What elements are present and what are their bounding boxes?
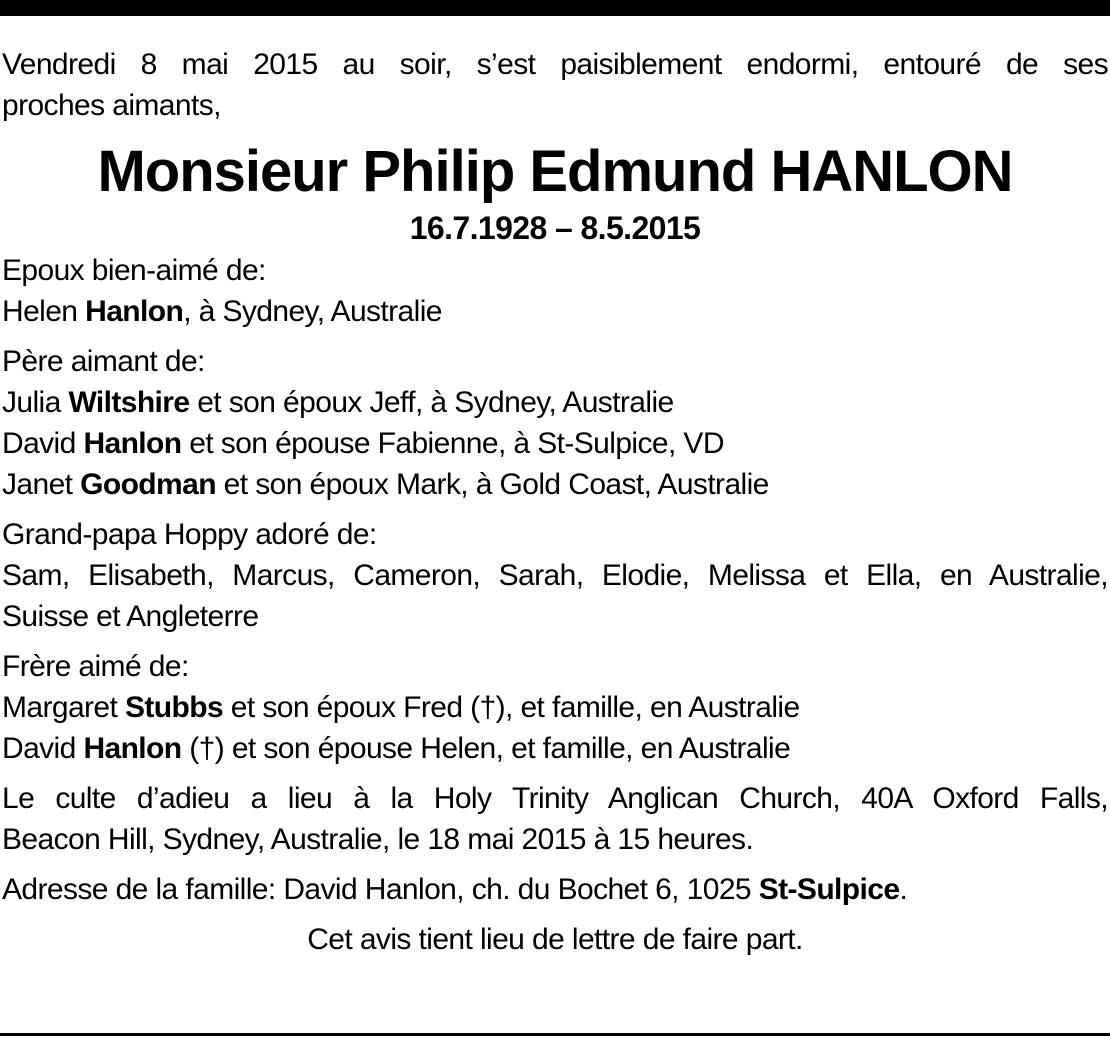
child-rest: et son épouse Fabienne, à St-Sulpice, VD [181,427,724,460]
child-last-name: Hanlon [83,427,182,460]
service-line-2: Beacon Hill, Sydney, Australie, le 18 mai 2015 à 15 heures. [2,823,754,856]
father-heading: Père aimant de: [2,345,205,378]
deceased-name: Monsieur Philip Edmund HANLON [97,139,1013,204]
address-prefix: Adresse de la famille: David Hanlon, ch. du Bochet 6, 1025 [2,873,759,906]
child-rest: et son époux Jeff, à Sydney, Australie [189,386,674,419]
sibling-last-name: Stubbs [124,691,224,724]
child-first-name: Julia [2,386,69,419]
grandfather-heading: Grand-papa Hoppy adoré de: [2,518,377,551]
child-entry [2,423,1108,464]
child-first-name: Janet [2,468,81,501]
bottom-rule [0,1033,1110,1036]
child-rest: et son époux Mark, à Gold Coast, Australie [215,468,769,501]
address-suffix: . [899,873,908,906]
sibling-rest: (†) et son épouse Helen, et famille, en Australie [181,732,791,765]
deceased-dates: 16.7.1928 – 8.5.2015 [409,210,701,246]
spouse-rest: , à Sydney, Australie [183,295,442,328]
child-entry [2,464,1108,505]
intro-line-1: Vendredi 8 mai 2015 au soir, s’est paisiblement endormi, entouré de ses [2,48,1108,81]
spouse-heading: Epoux bien-aimé de: [2,254,266,287]
child-last-name: Wiltshire [68,386,190,419]
child-entry [2,382,1108,423]
obituary-notice [2,44,1108,960]
spouse-first-name: Helen [2,295,86,328]
child-first-name: David [2,427,84,460]
family-address [2,869,1108,910]
spouse-last-name: Hanlon [85,295,184,328]
sibling-rest: et son époux Fred (†), et famille, en Australie [223,691,800,724]
sibling-first-name: David [2,732,84,765]
sibling-first-name: Margaret [2,691,125,724]
address-city: St-Sulpice [758,873,900,906]
intro-line-2: proches aimants, [2,89,221,122]
service-line-1: Le culte d’adieu a lieu à la Holy Trinity Anglican Church, 40A Oxford Falls, [2,782,1108,815]
top-rule [0,0,1110,16]
brother-heading: Frère aimé de: [2,650,189,683]
grandchildren-line-1: Sam, Elisabeth, Marcus, Cameron, Sarah, Elodie, Melissa et Ella, en Australie, [2,559,1108,592]
closing-note: Cet avis tient lieu de lettre de faire part. [307,923,803,956]
sibling-entry [2,687,1108,728]
sibling-entry [2,728,1108,769]
sibling-last-name: Hanlon [83,732,182,765]
grandchildren-line-2: Suisse et Angleterre [2,600,259,633]
child-last-name: Goodman [80,468,216,501]
spouse-entry [2,291,1108,332]
